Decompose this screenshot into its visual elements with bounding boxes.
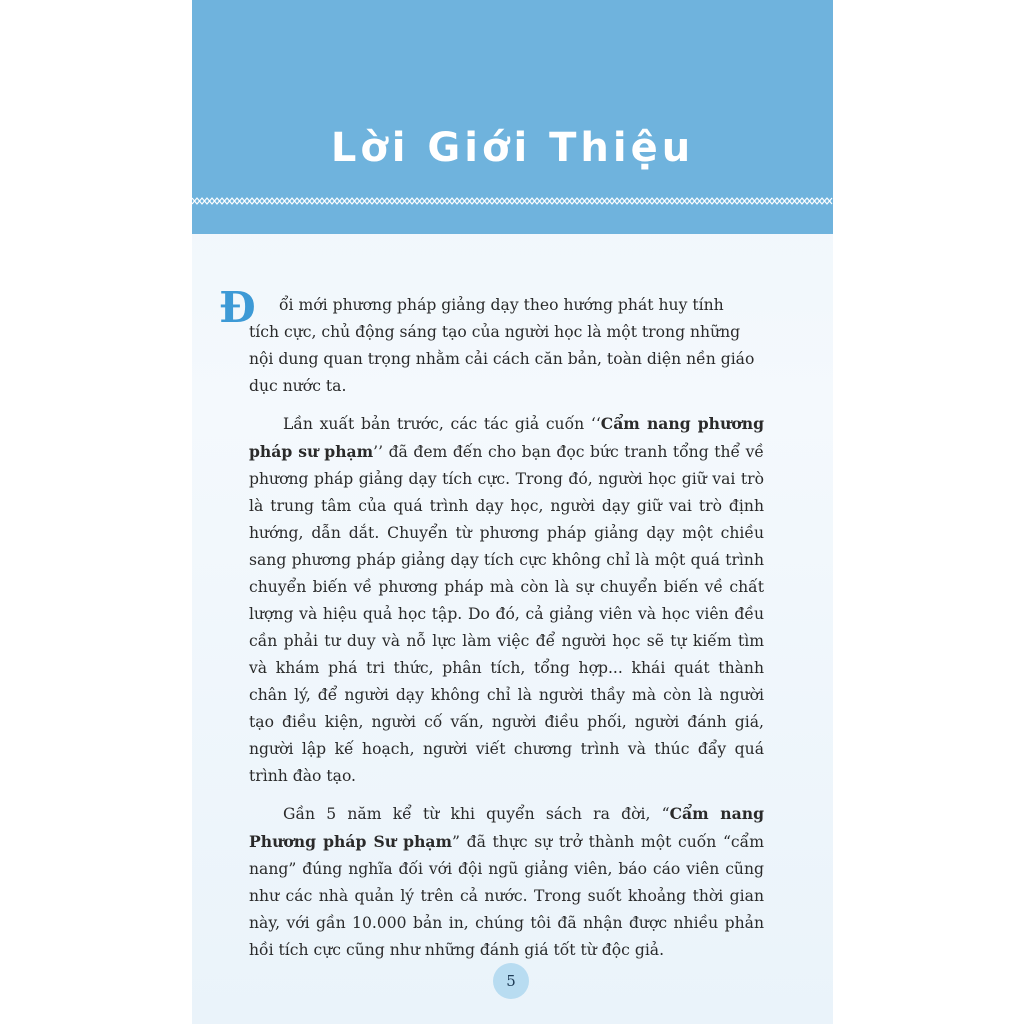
body-text (249, 292, 764, 974)
paragraph-3-intro: Gần 5 năm kể từ khi quyển sách ra đời, “ (283, 805, 670, 823)
page-title: Lời Giới Thiệu (330, 125, 695, 171)
paragraph-3 (249, 800, 764, 964)
paragraph-1 (249, 292, 764, 400)
page-number-badge: 5 (493, 963, 529, 999)
paragraph-3-text: ” đã thực sự trở thành một cuốn “cẩm nang” đúng nghĩa đối với đội ngũ giảng viên, báo cáo viên cũng như các nhà quản lý trên cả nước. Trong suốt khoảng thời gian này, với gần 10.000 bản in, chúng tôi đã nhận được nhiều phản hồi tích cực cũng như những đánh giá tốt từ độc giả. (249, 833, 764, 959)
book-page (192, 0, 833, 1024)
paragraph-2 (249, 410, 764, 790)
paragraph-1-line: nội dung quan trọng nhằm cải cách căn bản, toàn diện nền giáo (249, 350, 755, 368)
zigzag-border (192, 195, 833, 207)
book-title-1: Cẩm nang phương pháp sư phạm (249, 414, 764, 461)
paragraph-1-line: ổi mới phương pháp giảng dạy theo hướng phát huy tính (279, 296, 724, 314)
paragraph-2-text: ’’ đã đem đến cho bạn đọc bức tranh tổng thể về phương pháp giảng dạy tích cực. Trong đó, người học giữ vai trò là trung tâm của quá trình dạy học, người dạy giữ vai trò định hướng, dẫn dắt. Chuyển từ phương pháp giảng dạy một chiều sang phương pháp giảng dạy tích cực không chỉ là một quá trình chuyển biến về phương pháp mà còn là sự chuyển biến về chất lượng và hiệu quả học tập. Do đó, cả giảng viên và học viên đều cần phải tư duy và nỗ lực làm việc để người học sẽ tự kiếm tìm và khám phá tri thức, phân tích, tổng hợp... khái quát thành chân lý, để người dạy không chỉ là người thầy mà còn là người tạo điều kiện, người cố vấn, người điều phối, người đánh giá, người lập kế hoạch, người viết chương trình và thúc đẩy quá trình đào tạo. (249, 443, 764, 785)
paragraph-2-intro: Lần xuất bản trước, các tác giả cuốn ‘‘ (283, 415, 601, 433)
header-band (192, 0, 833, 234)
paragraph-1-line: dục nước ta. (249, 377, 347, 395)
book-title-2: Cẩm nang Phương pháp Sư phạm (249, 804, 764, 851)
drop-cap: Đ (219, 283, 256, 332)
paragraph-1-line: tích cực, chủ động sáng tạo của người học là một trong những (249, 323, 741, 341)
